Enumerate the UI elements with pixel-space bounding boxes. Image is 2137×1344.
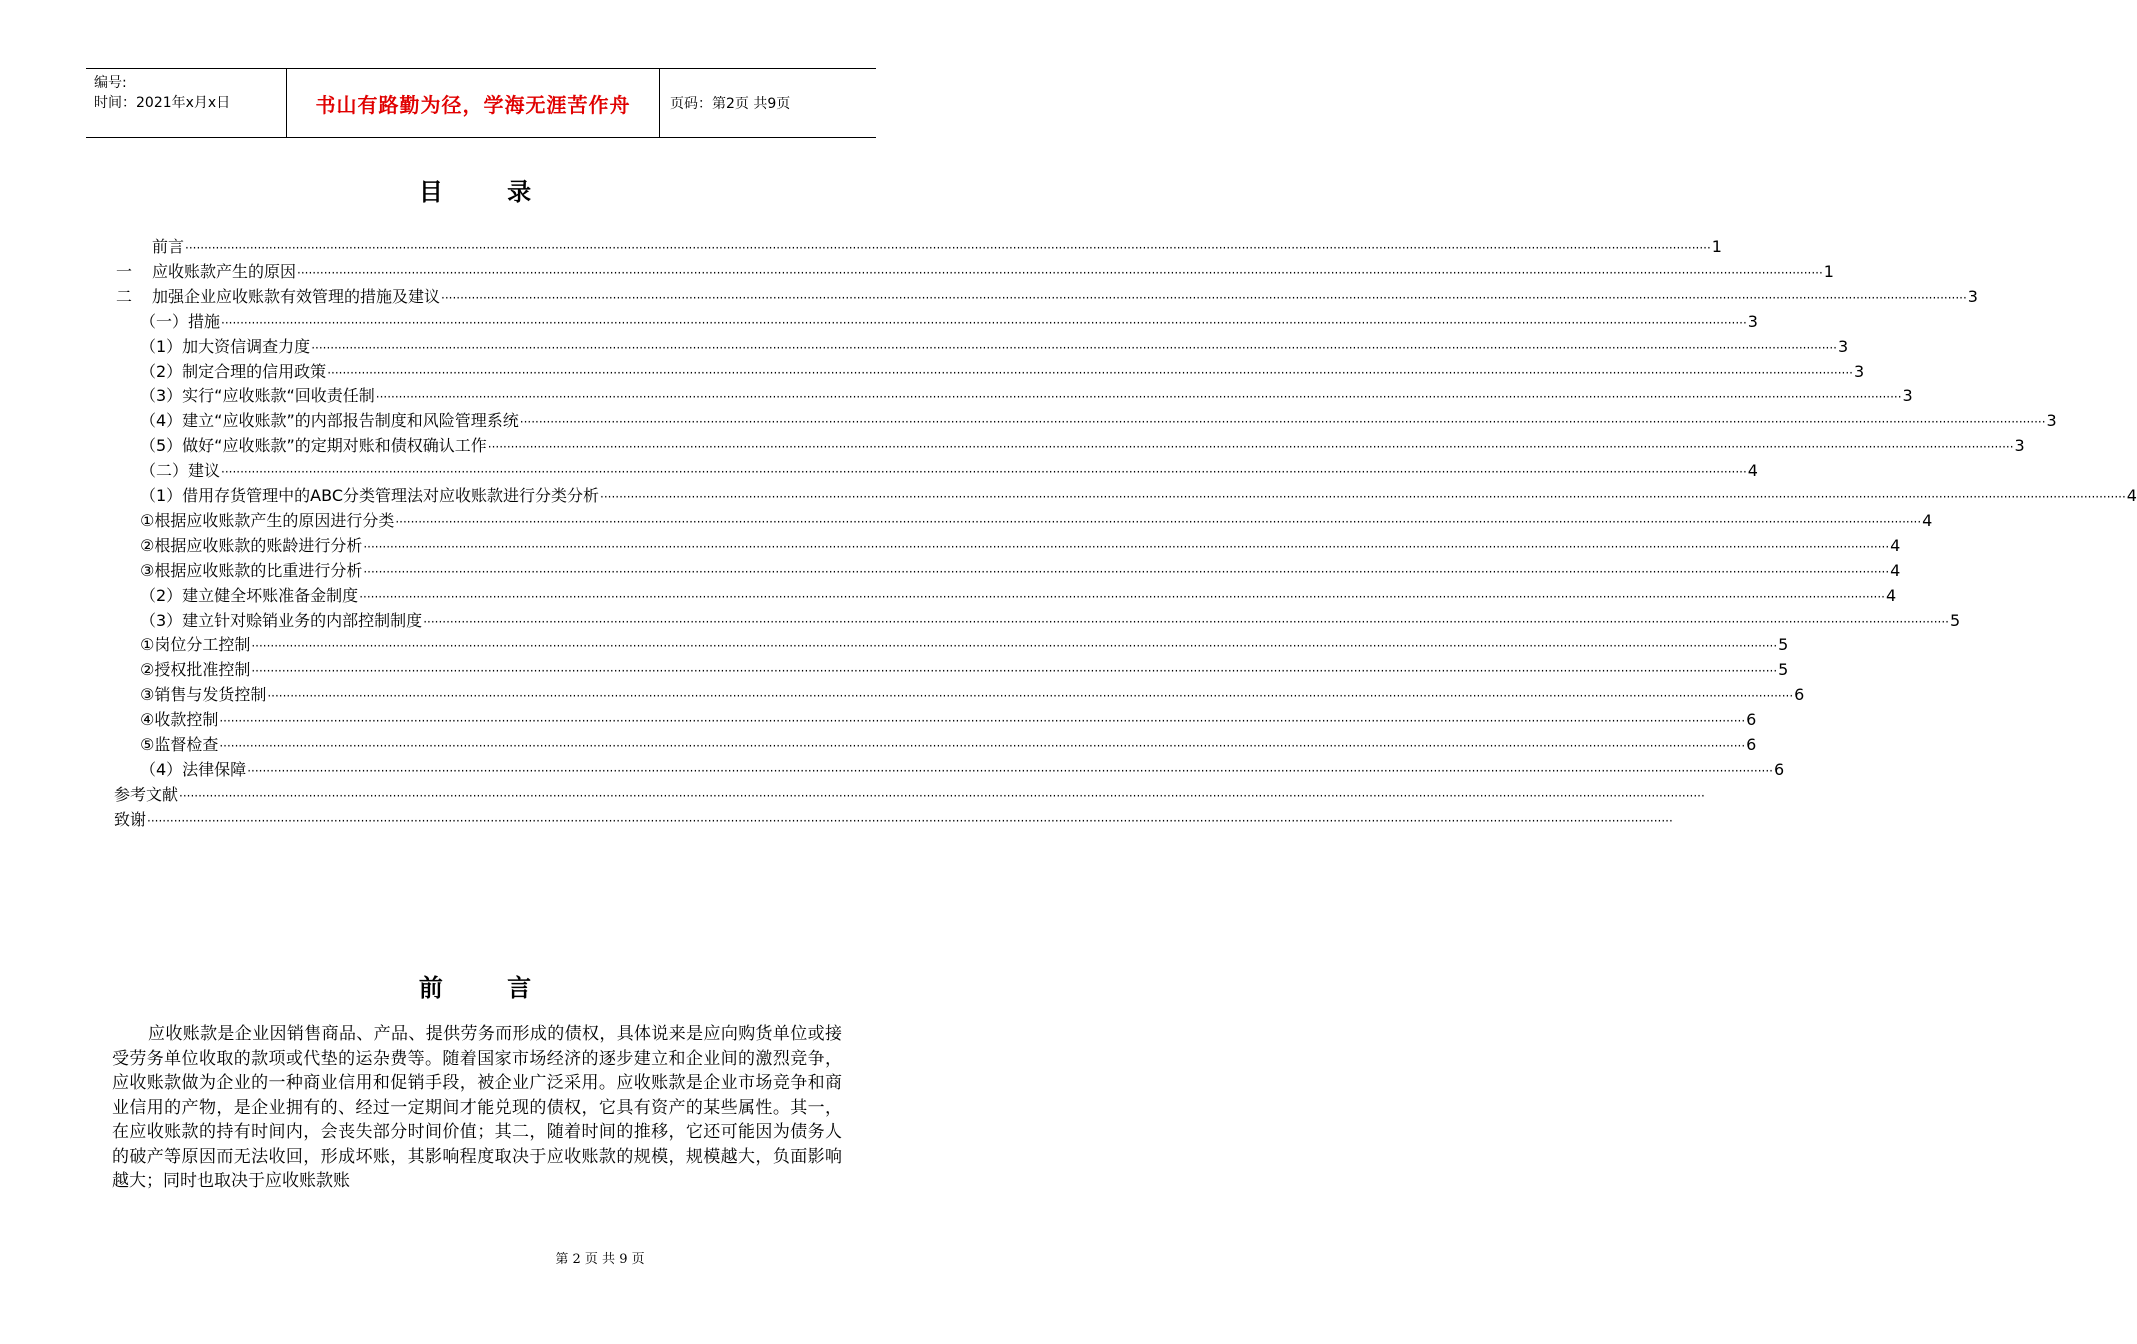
toc-leader-dots: ················································································································································································································································································································································································································ <box>519 415 2046 430</box>
toc-entry[interactable] <box>140 484 2137 506</box>
toc-entry-label: （2）建立健全坏账准备金制度 <box>140 585 359 605</box>
toc-leader-dots: ················································································································································································································································································································································································································ <box>267 689 1794 704</box>
toc-entry-label: （一）措施 <box>140 311 221 331</box>
toc-entry-label: ②根据应收账款的账龄进行分析 <box>140 535 363 555</box>
toc-entry[interactable] <box>116 285 1978 307</box>
toc-leader-dots: ················································································································································································································································································································································································································ <box>311 340 1837 355</box>
toc-leader-dots: ················································································································································································································································································································································································································ <box>251 639 1778 654</box>
toc-entry-label: （1）加大资信调查力度 <box>140 336 311 356</box>
toc-entry-page: 3 <box>2046 411 2057 431</box>
toc-entry[interactable] <box>140 633 1789 655</box>
toc-entry[interactable] <box>140 509 1933 531</box>
toc-leader-dots: ················································································································································································································································································································································································································ <box>395 514 1922 529</box>
toc-entry-page: 5 <box>1778 660 1789 680</box>
toc-leader-dots: ················································································································································································································································································································································································································ <box>179 788 1705 803</box>
toc-entry-label: （二）建议 <box>140 461 221 481</box>
toc-entry[interactable] <box>140 310 1758 332</box>
toc-entry[interactable] <box>140 335 1849 357</box>
toc-leader-dots: ················································································································································································································································································································································································································ <box>219 739 1746 753</box>
toc-entry-label: 前言 <box>152 237 185 256</box>
toc-entry[interactable] <box>140 384 1913 406</box>
toc-entry-label: ①根据应收账款产生的原因进行分类 <box>140 510 395 530</box>
toc-entry-label: ③根据应收账款的比重进行分析 <box>140 560 363 580</box>
toc-entry[interactable] <box>140 409 2057 431</box>
toc-entry[interactable] <box>140 708 1757 730</box>
toc-entry[interactable] <box>140 683 1805 705</box>
preface-title: 前 言 <box>418 974 560 1002</box>
toc-entry-page: 3 <box>1853 361 1865 381</box>
toc-entry-page: 3 <box>1747 311 1758 331</box>
toc-entry-label: 应收账款产生的原因 <box>152 261 297 281</box>
toc-entry-page: 4 <box>2126 486 2137 505</box>
toc-leader-dots: ················································································································································································································································································································································································································ <box>221 315 1747 330</box>
toc-entry-label: （2）制定合理的信用政策 <box>140 361 327 381</box>
toc-entry-label: （5）做好“应收账款”的定期对账和债权确认工作 <box>140 436 487 456</box>
toc-entry-label: ③销售与发货控制 <box>140 685 267 705</box>
toc-entry-label: 加强企业应收账款有效管理的措施及建议 <box>152 286 441 306</box>
toc-entry-page: 6 <box>1773 759 1785 779</box>
toc-entry-label: 参考文献 <box>114 784 179 804</box>
page-info: 页码：第2页 共9页 <box>670 96 791 112</box>
toc-leader-dots: ················································································································································································································································································································································································································ <box>297 265 1823 280</box>
toc-leader-dots: ················································································································································································································································································································································································································ <box>600 490 2126 504</box>
toc-entry-page: 3 <box>1967 286 1978 306</box>
toc-leader-dots: ················································································································································································································································································································································································································ <box>375 390 1902 405</box>
toc-entry-number: 二 <box>116 286 133 306</box>
toc-entry-label: （1）借用存货管理中的ABC分类管理法对应收账款进行分类分析 <box>140 486 599 505</box>
toc-title: 目 录 <box>418 178 560 206</box>
toc-entry[interactable] <box>140 559 1901 581</box>
toc-leader-dots: ················································································································································································································································································································································································································ <box>363 564 1890 579</box>
toc-entry-page: 1 <box>1823 261 1834 281</box>
toc-entry[interactable] <box>140 534 1901 556</box>
toc-entry[interactable] <box>140 733 1757 755</box>
toc-entry[interactable] <box>140 584 1897 606</box>
preface-paragraph: 应收账款是企业因销售商品、产品、提供劳务而形成的债权，具体说来是应向购货单位或接受劳务单位收取的款项或代垫的运杂费等。随着国家市场经济的逐步建立和企业间的激烈竞争，应收账款做为企业的一种商业信用和促销手段，被企业广泛采用。应收账款是企业市场竞争和商业信用的产物，是企业拥有的、经过一定期间才能兑现的债权，它具有资产的某些属性。其一，在应收账款的持有时间内，会丧失部分时间价值；其二，随着时间的推移，它还可能因为债务人的破产等原因而无法收回，形成坏账，其影响程度取决于应收账款的规模，规模越大，负面影响越大；同时也取决于应收账款账 <box>112 1024 842 1191</box>
toc-entry[interactable] <box>140 758 1785 780</box>
toc-entry-label: ①岗位分工控制 <box>140 635 251 655</box>
toc-entry[interactable] <box>152 235 1722 257</box>
toc-entry-page: 3 <box>1837 336 1849 356</box>
toc-entry-label: ④收款控制 <box>140 710 219 730</box>
toc-entry[interactable] <box>140 658 1789 680</box>
toc-entry-page: 4 <box>1890 560 1901 580</box>
toc-entry-page: 4 <box>1890 535 1901 555</box>
toc-leader-dots: ················································································································································································································································································································································································································ <box>147 813 1673 828</box>
toc-leader-dots: ················································································································································································································································································································································································································ <box>247 763 1773 778</box>
toc-entry-number: 一 <box>116 261 133 281</box>
toc-entry-page: 3 <box>2014 436 2025 456</box>
toc-leader-dots: ················································································································································································································································································································································································································ <box>219 714 1746 729</box>
toc-entry-page: 6 <box>1746 710 1757 730</box>
page-footer: 第 2 页 共 9 页 <box>555 1252 645 1267</box>
toc-entry[interactable] <box>140 609 1961 631</box>
motto: 书山有路勤为径，学海无涯苦作舟 <box>286 69 660 137</box>
toc-entry[interactable] <box>140 459 1758 481</box>
toc-entry-page: 6 <box>1794 685 1805 705</box>
toc-leader-dots: ················································································································································································································································································································································································································ <box>423 614 1949 629</box>
toc-entry-label: ②授权批准控制 <box>140 660 251 680</box>
toc-leader-dots: ················································································································································································································································································································································································································ <box>487 440 2014 455</box>
code-label: 编号: <box>94 75 127 91</box>
toc-leader-dots: ················································································································································································································································································································································································································ <box>441 290 1967 305</box>
toc-entry[interactable] <box>114 783 1705 805</box>
toc-entry-page: 5 <box>1949 610 1961 630</box>
toc-entry-page: 1 <box>1711 237 1722 256</box>
toc-leader-dots: ················································································································································································································································································································································································································ <box>221 465 1747 480</box>
toc-entry-label: 致谢 <box>114 809 147 829</box>
toc-entry[interactable] <box>140 360 1865 382</box>
toc-leader-dots: ················································································································································································································································································································································································································ <box>185 241 1711 255</box>
toc-entry-page: 3 <box>1902 386 1913 406</box>
header-table <box>86 68 876 138</box>
toc-entry[interactable] <box>116 260 1834 282</box>
toc-entry-page: 4 <box>1922 510 1933 530</box>
time-label: 时间：2021年x月x日 <box>94 95 231 111</box>
toc-leader-dots: ················································································································································································································································································································································································································ <box>363 539 1890 554</box>
toc-entry-label: （3）建立针对赊销业务的内部控制制度 <box>140 610 423 630</box>
toc-entry-label: （3）实行“应收账款“回收责任制 <box>140 386 375 406</box>
toc-entry-label: （4）法律保障 <box>140 759 247 779</box>
toc-leader-dots: ················································································································································································································································································································································································································ <box>251 664 1778 679</box>
toc-entry[interactable] <box>140 434 2025 456</box>
toc-entry[interactable] <box>114 808 1673 830</box>
toc-entry-page: 4 <box>1885 585 1897 605</box>
header-left-cell <box>86 69 286 137</box>
toc-leader-dots: ················································································································································································································································································································································································································ <box>359 589 1885 604</box>
toc-entry-label: ⑤监督检查 <box>140 735 219 754</box>
toc-entry-page: 5 <box>1778 635 1789 655</box>
toc-entry-page: 4 <box>1747 461 1758 481</box>
toc-entry-page: 6 <box>1746 735 1757 754</box>
toc-entry-label: （4）建立“应收账款”的内部报告制度和风险管理系统 <box>140 411 519 431</box>
toc-leader-dots: ················································································································································································································································································································································································································ <box>327 365 1853 380</box>
